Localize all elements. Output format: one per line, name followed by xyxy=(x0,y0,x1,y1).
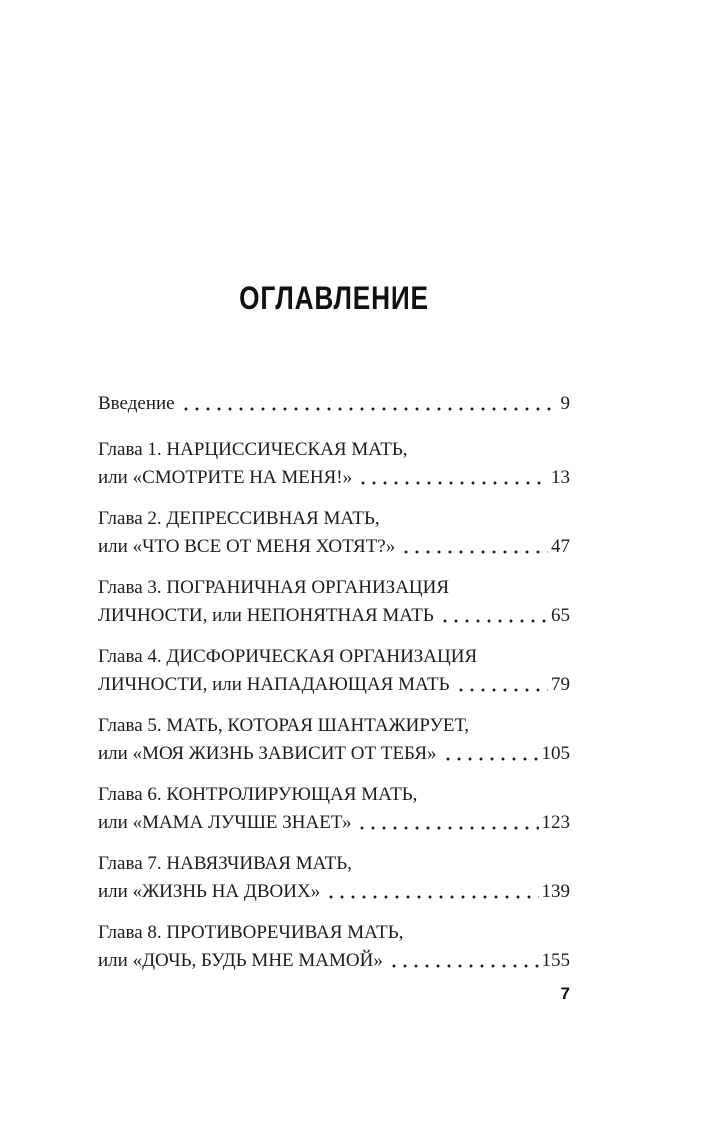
toc-entry-line xyxy=(98,740,570,768)
toc-entry-chapter-7 xyxy=(98,850,570,906)
dot-leader xyxy=(329,895,538,899)
toc-entry-subtitle: или «ЖИЗНЬ НА ДВОИХ» xyxy=(98,881,321,902)
toc-entry-title: Глава 6. КОНТРОЛИРУЮЩАЯ МАТЬ, xyxy=(98,784,418,805)
toc-page-number: 65 xyxy=(551,605,570,626)
toc-page-number: 79 xyxy=(551,674,570,695)
toc-entry-chapter-1 xyxy=(98,436,570,492)
toc-entry-line xyxy=(98,712,570,740)
toc-entry-title: Глава 2. ДЕПРЕССИВНАЯ МАТЬ, xyxy=(98,508,380,529)
dot-leader xyxy=(361,481,548,485)
toc-entry-subtitle: или «МАМА ЛУЧШЕ ЗНАЕТ» xyxy=(98,812,352,833)
toc-entry-chapter-3 xyxy=(98,574,570,630)
toc-entry-line xyxy=(98,574,570,602)
dot-leader xyxy=(446,757,539,761)
toc-page-number: 139 xyxy=(541,881,570,902)
toc-entry-line xyxy=(98,809,570,837)
toc-entry-line xyxy=(98,390,570,418)
page-number: 7 xyxy=(560,984,570,1003)
toc-entry-line xyxy=(98,464,570,492)
dot-leader xyxy=(459,688,548,692)
toc-page-number: 9 xyxy=(560,393,570,414)
toc-entry-title: Глава 5. МАТЬ, КОТОРАЯ ШАНТАЖИРУЕТ, xyxy=(98,715,469,736)
toc-entry-subtitle: или «ДОЧЬ, БУДЬ МНЕ МАМОЙ» xyxy=(98,950,383,971)
toc-entry-chapter-6 xyxy=(98,781,570,837)
toc-page-number: 155 xyxy=(541,950,570,971)
toc-entry-chapter-8 xyxy=(98,919,570,975)
toc-entry-title: Глава 1. НАРЦИССИЧЕСКАЯ МАТЬ, xyxy=(98,439,408,460)
toc-entry-subtitle: или «МОЯ ЖИЗНЬ ЗАВИСИТ ОТ ТЕБЯ» xyxy=(98,743,437,764)
toc-entry-title: Глава 3. ПОГРАНИЧНАЯ ОРГАНИЗАЦИЯ xyxy=(98,577,450,598)
toc-entry-chapter-2 xyxy=(98,505,570,561)
toc-entry-title: Глава 4. ДИСФОРИЧЕСКАЯ ОРГАНИЗАЦИЯ xyxy=(98,646,478,667)
toc-page-number: 47 xyxy=(551,536,570,557)
toc-entry-line xyxy=(98,505,570,533)
toc-entry-line xyxy=(98,643,570,671)
toc-entry-chapter-4 xyxy=(98,643,570,699)
toc-entry-line xyxy=(98,850,570,878)
toc-page-number: 13 xyxy=(551,467,570,488)
toc-entry-line xyxy=(98,671,570,699)
toc-entry-label: Введение xyxy=(98,393,175,414)
toc-entry-subtitle: ЛИЧНОСТИ, или НАПАДАЮЩАЯ МАТЬ xyxy=(98,674,450,695)
toc-entry-subtitle: или «ЧТО ВСЕ ОТ МЕНЯ ХОТЯТ?» xyxy=(98,536,396,557)
toc-entry-line xyxy=(98,878,570,906)
page-content xyxy=(98,0,570,988)
dot-leader xyxy=(184,407,558,411)
toc-entry-chapter-5 xyxy=(98,712,570,768)
toc-entry-line xyxy=(98,781,570,809)
toc-page-number: 123 xyxy=(541,812,570,833)
dot-leader xyxy=(404,550,548,554)
toc-entry-line xyxy=(98,602,570,630)
toc-entry-subtitle: ЛИЧНОСТИ, или НЕПОНЯТНАЯ МАТЬ xyxy=(98,605,434,626)
dot-leader xyxy=(392,964,539,968)
dot-leader xyxy=(360,826,538,830)
dot-leader xyxy=(443,619,548,623)
toc-entry-introduction xyxy=(98,390,570,418)
page-title: ОГЛАВЛЕНИЕ xyxy=(239,280,429,316)
toc-entry-line xyxy=(98,436,570,464)
toc-entry-line xyxy=(98,919,570,947)
toc-entry-subtitle: или «СМОТРИТЕ НА МЕНЯ!» xyxy=(98,467,353,488)
toc-entry-line xyxy=(98,947,570,975)
toc-entry-line xyxy=(98,533,570,561)
toc-entry-title: Глава 8. ПРОТИВОРЕЧИВАЯ МАТЬ, xyxy=(98,922,404,943)
table-of-contents xyxy=(98,390,570,975)
toc-entry-title: Глава 7. НАВЯЗЧИВАЯ МАТЬ, xyxy=(98,853,352,874)
toc-page-number: 105 xyxy=(541,743,570,764)
